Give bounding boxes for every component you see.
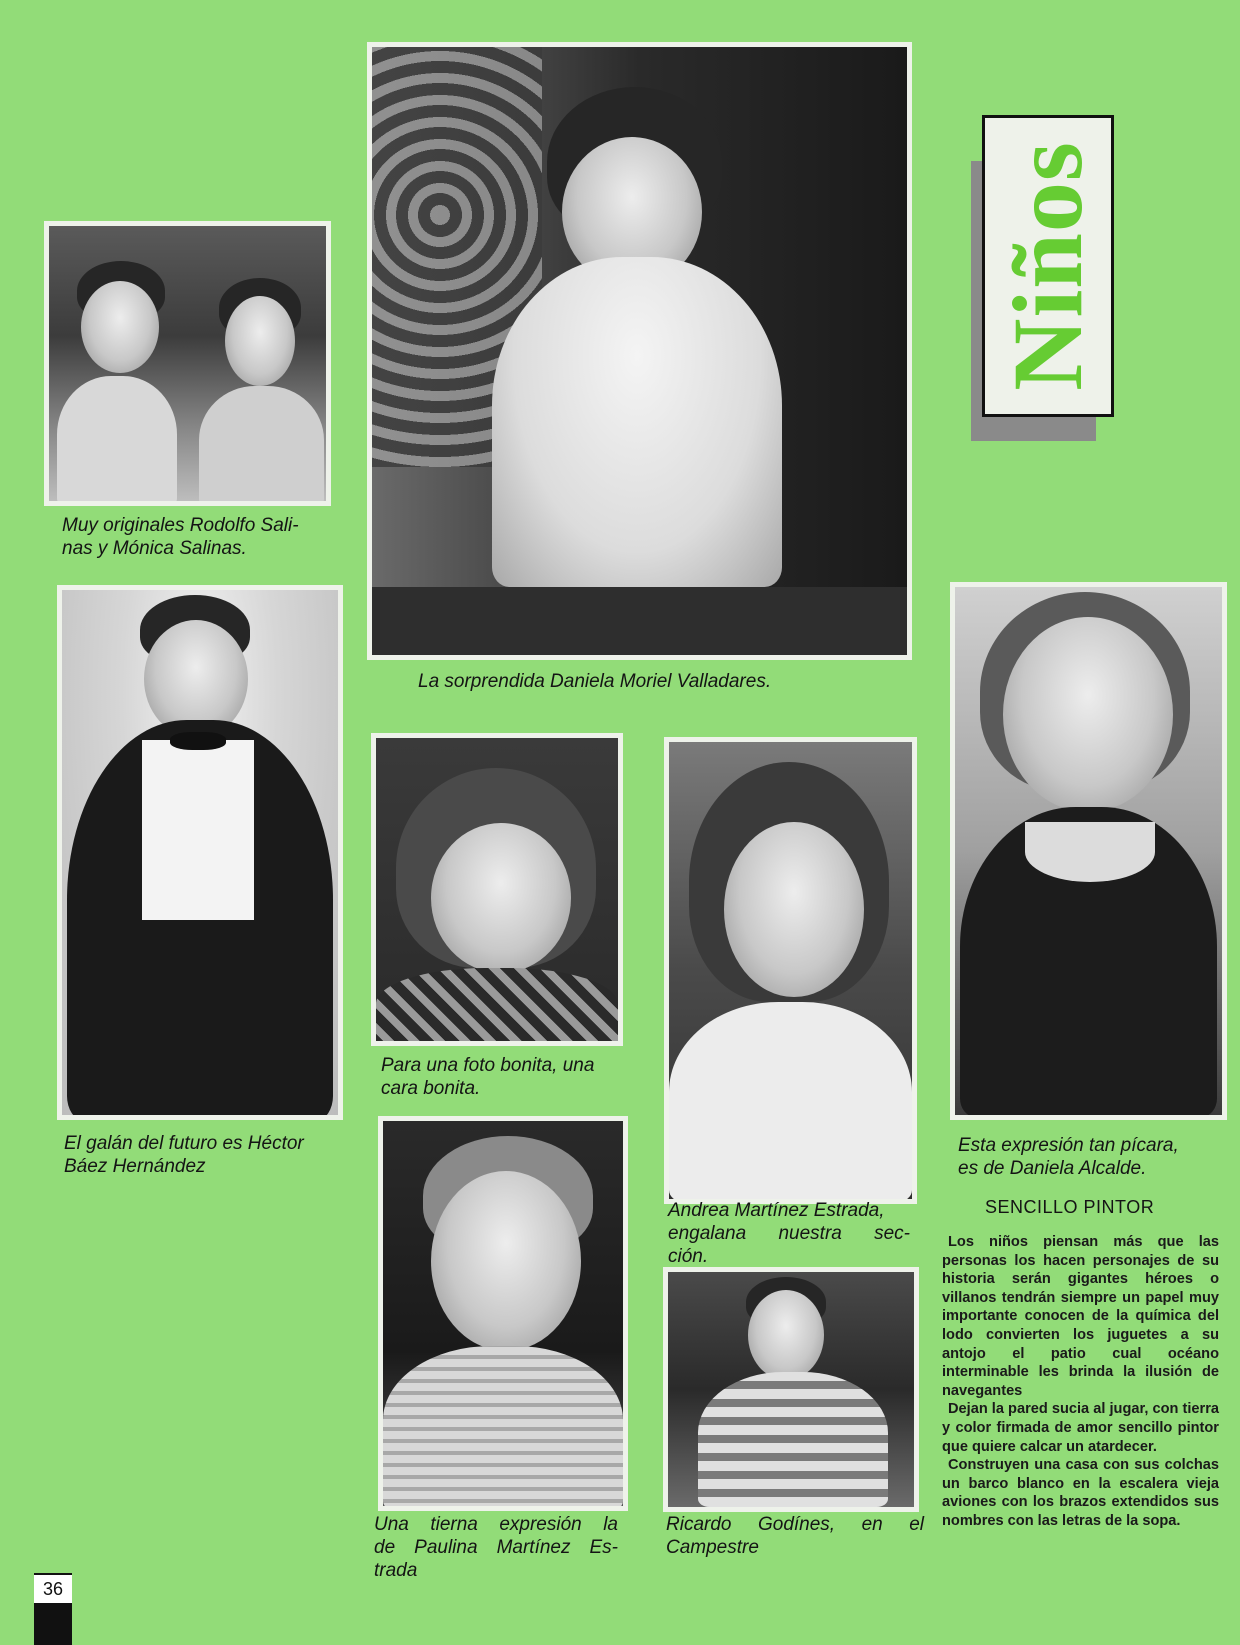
photo-image [372,47,907,655]
page-number: 36 [34,1575,72,1603]
photo-cara-bonita [371,733,623,1046]
photo-image [376,738,618,1041]
photo-image [955,587,1222,1115]
photo-image [669,742,912,1199]
article-heading: SENCILLO PINTOR [985,1197,1155,1217]
article-body [942,1233,1219,1531]
caption-andrea-martinez: Andrea Martínez Estrada, engalana nuestra sec- ción. [668,1200,910,1267]
photo-image [383,1121,623,1506]
photo-image [62,590,338,1115]
section-title: Niños [992,141,1103,391]
photo-image [49,226,326,501]
article-paragraph: Los niños piensan más que las personas los hacen personajes de su historia serán gigantes héroes o villanos tendrán siempre un papel muy importante conocen de la química del lodo convierten los juguetes a su antojo el patio cual océano interminable les brinda la ilusión de navegantes [942,1234,1219,1399]
photo-hector-baez [57,585,343,1120]
caption-daniela-moriel: La sorprendida Daniela Moriel Valladares. [418,671,772,692]
photo-ricardo-godines [663,1267,919,1512]
page-number-bar [34,1573,72,1645]
caption-daniela-alcalde: Esta expresión tan pícara, es de Daniela Alcalde. [958,1135,1179,1179]
article-paragraph: Construyen una casa con sus colchas un barco blanco en la escalera vieja aviones con los brazos extendidos sus nombres con las letras de la sopa. [942,1457,1219,1529]
caption-rodolfo-monica: Muy originales Rodolfo Sali- nas y Mónica Salinas. [62,515,299,559]
photo-andrea-martinez [664,737,917,1204]
caption-cara-bonita: Para una foto bonita, una cara bonita. [381,1055,595,1099]
photo-image [668,1272,914,1507]
caption-hector-baez: El galán del futuro es Héctor Báez Hernández [64,1133,304,1177]
photo-paulina-martinez [378,1116,628,1511]
photo-daniela-moriel [367,42,912,660]
article-paragraph: Dejan la pared sucia al jugar, con tierra y color firmada de amor sencillo pintor que quiere calcar un atardecer. [942,1401,1219,1455]
caption-ricardo-godines: Ricardo Godínes, en el Campestre [666,1514,924,1558]
photo-daniela-alcalde [950,582,1227,1120]
section-title-box [982,115,1114,417]
caption-paulina-martinez: Una tierna expresión la de Paulina Martínez Es- trada [374,1514,618,1581]
photo-rodolfo-monica [44,221,331,506]
